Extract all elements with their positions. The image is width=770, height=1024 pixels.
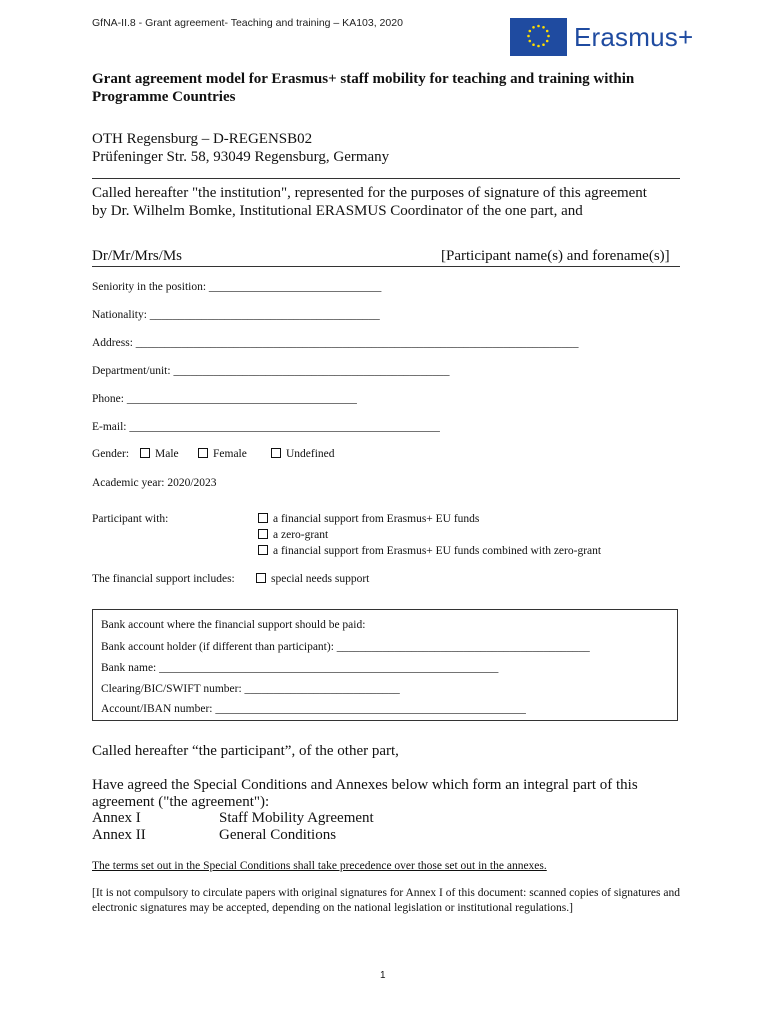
annex-2-title: General Conditions [219, 827, 337, 843]
agreed-line1: Have agreed the Special Conditions and Annexes below which form an integral part of this [92, 777, 638, 793]
erasmus-logo-text: Erasmus+ [574, 22, 694, 52]
bank-holder-field[interactable]: Bank account holder (if different than participant): ____________________________________________ [101, 641, 590, 653]
gender-option-male[interactable]: Male [140, 448, 179, 460]
checkbox-icon[interactable] [256, 573, 266, 583]
participant-with-option-financial[interactable]: a financial support from Erasmus+ EU funds [258, 513, 479, 525]
bank-heading: Bank account where the financial support should be paid: [101, 619, 366, 631]
financial-support-label: The financial support includes: [92, 573, 235, 585]
checkbox-icon[interactable] [258, 545, 268, 555]
agreed-line2: agreement ("the agreement"): [92, 794, 270, 810]
gender-option-undefined[interactable]: Undefined [271, 448, 335, 460]
erasmus-logo [510, 18, 700, 58]
precedence-note: The terms set out in the Special Conditions shall take precedence over those set out in the annexes. [92, 860, 547, 872]
signature-note: [It is not compulsory to circulate papers with original signatures for Annex I of this document: scanned copies of signatures and electronic signatures may be accepted, depending on the national legislation or institutional regulations.] [92, 887, 680, 914]
participant-with-option-combined[interactable]: a financial support from Erasmus+ EU funds combined with zero-grant [258, 545, 601, 557]
institution-name: OTH Regensburg – D-REGENSB02 [92, 131, 313, 147]
bank-account-box [92, 609, 678, 721]
phone-field[interactable]: Phone: ________________________________________ [92, 393, 357, 405]
address-field[interactable]: Address: _____________________________________________________________________________ [92, 337, 579, 349]
called-institution-line1: Called hereafter "the institution", represented for the purposes of signature of this agreement [92, 185, 647, 201]
divider-participant [92, 266, 680, 267]
email-field[interactable]: E-mail: ______________________________________________________ [92, 421, 440, 433]
gender-label: Gender: [92, 448, 130, 460]
bank-swift-field[interactable]: Clearing/BIC/SWIFT number: ___________________________ [101, 683, 400, 695]
page-number: 1 [380, 970, 386, 981]
checkbox-icon[interactable] [271, 448, 281, 458]
nationality-field[interactable]: Nationality: ________________________________________ [92, 309, 380, 321]
annex-1-title: Staff Mobility Agreement [219, 810, 374, 826]
bank-name-field[interactable]: Bank name: ___________________________________________________________ [101, 662, 499, 674]
called-institution-line2: by Dr. Wilhelm Bomke, Institutional ERASMUS Coordinator of the one part, and [92, 203, 583, 219]
document-header-ref: GfNA-II.8 - Grant agreement- Teaching and training – KA103, 2020 [92, 17, 403, 29]
checkbox-icon[interactable] [198, 448, 208, 458]
seniority-field[interactable]: Seniority in the position: ______________________________ [92, 281, 382, 293]
annex-2-number: Annex II [92, 827, 146, 843]
participant-with-label: Participant with: [92, 513, 169, 525]
academic-year: Academic year: 2020/2023 [92, 477, 217, 489]
bank-iban-field[interactable]: Account/IBAN number: ______________________________________________________ [101, 703, 526, 715]
document-title: Grant agreement model for Erasmus+ staff mobility for teaching and training within Programme Countries [92, 71, 635, 105]
participant-salutation: Dr/Mr/Mrs/Ms [92, 248, 183, 264]
participant-name-placeholder: [Participant name(s) and forename(s)] [441, 248, 670, 264]
institution-address: Prüfeninger Str. 58, 93049 Regensburg, Germany [92, 149, 390, 165]
gender-option-female[interactable]: Female [198, 448, 247, 460]
department-field[interactable]: Department/unit: ________________________________________________ [92, 365, 450, 377]
financial-support-option-special-needs[interactable]: special needs support [256, 573, 369, 585]
called-participant: Called hereafter “the participant”, of the other part, [92, 743, 399, 759]
checkbox-icon[interactable] [258, 513, 268, 523]
participant-with-option-zero-grant[interactable]: a zero-grant [258, 529, 328, 541]
annex-1-number: Annex I [92, 810, 141, 826]
eu-flag-icon [510, 18, 567, 56]
checkbox-icon[interactable] [140, 448, 150, 458]
checkbox-icon[interactable] [258, 529, 268, 539]
divider-top [92, 178, 680, 179]
